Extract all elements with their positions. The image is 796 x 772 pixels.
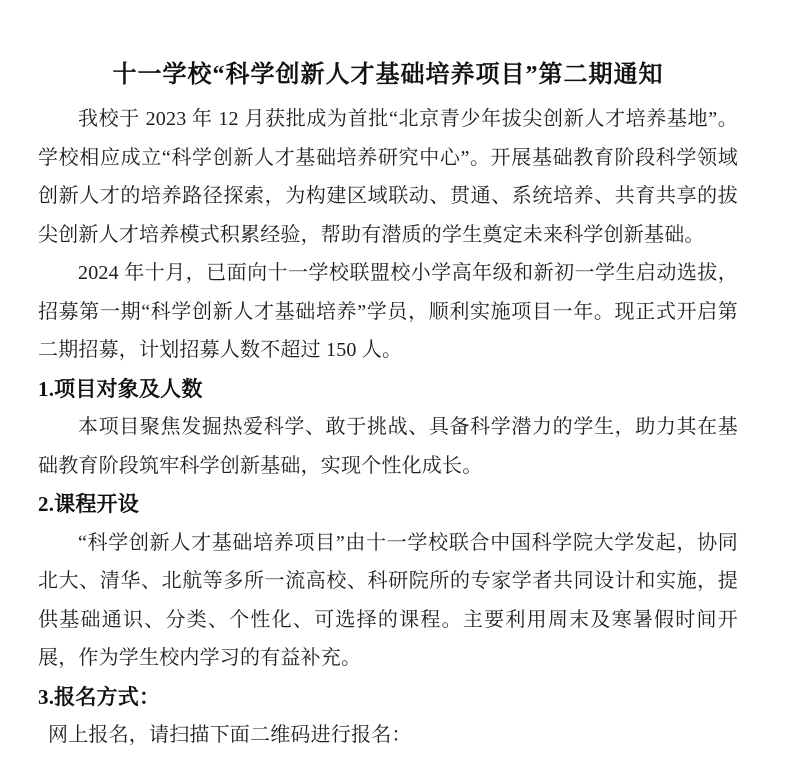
section-3-body: 网上报名，请扫描下面二维码进行报名： <box>48 724 412 746</box>
intro-paragraph-2: 2024 年十月，已面向十一学校联盟校小学高年级和新初一学生启动选拔，招募第一期“科学创新人才基础培养”学员，顺利实施项目一年。现正式开启第二期招募，计划招募人数不超过 150 人。 <box>38 262 738 361</box>
section-2-body: “科学创新人才基础培养项目”由十一学校联合中国科学院大学发起，协同北大、清华、北航等多所一流高校、科研院所的专家学者共同设计和实施，提供基础通识、分类、个性化、可选择的课程。主要利用周末及寒暑假时间开展，作为学生校内学习的有益补充。 <box>38 531 738 669</box>
section-1-body: 本项目聚焦发掘热爱科学、敢于挑战、具备科学潜力的学生，助力其在基础教育阶段筑牢科学创新基础，实现个性化成长。 <box>38 416 738 477</box>
section-3-heading: 3.报名方式： <box>38 684 161 709</box>
page-title: 十一学校“科学创新人才基础培养项目”第二期通知 <box>112 62 664 88</box>
intro-paragraph-1: 我校于 2023 年 12 月获批成为首批“北京青少年拔尖创新人才培养基地”。学校相应成立“科学创新人才基础培养研究中心”。开展基础教育阶段科学领域创新人才的培养路径探索，为构建区域联动、贯通、系统培养、共育共享的拔尖创新人才培养模式积累经验，帮助有潜质的学生奠定未来科学创新基础。 <box>38 108 738 246</box>
section-2-heading: 2.课程开设 <box>38 492 139 516</box>
section-1-heading: 1.项目对象及人数 <box>38 376 203 401</box>
